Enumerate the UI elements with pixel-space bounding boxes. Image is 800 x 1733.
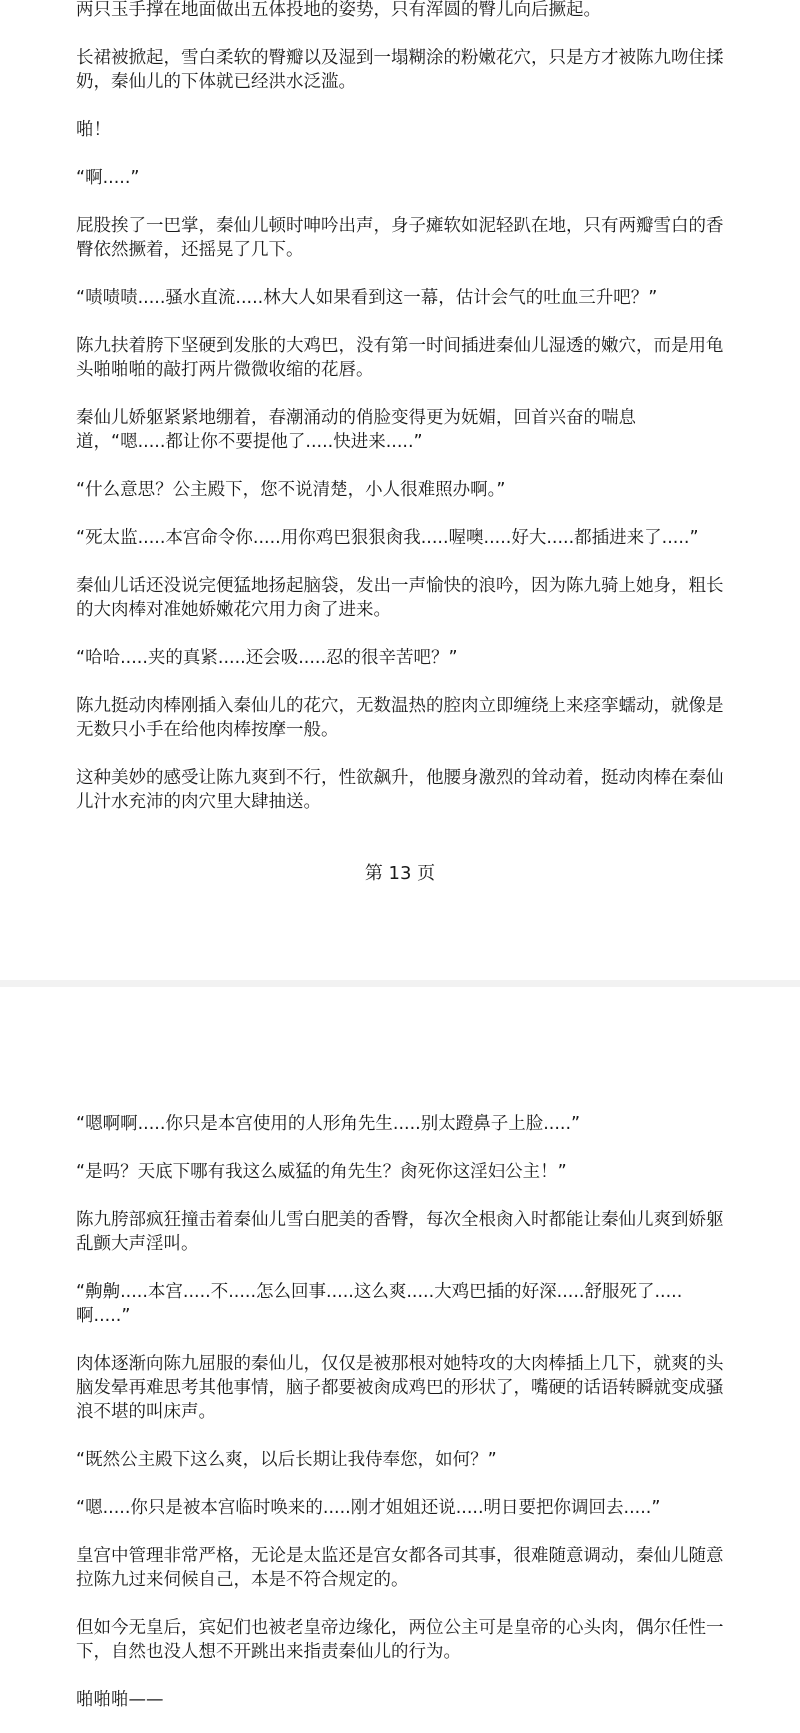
paragraph: “齁齁.....本宫.....不.....怎么回事.....这么爽.....大鸡巴插的好深.....舒服死了.....啊.....” <box>76 1282 683 1326</box>
page-number: 第 13 页 <box>364 863 436 884</box>
paragraph: 秦仙儿娇躯紧紧地绷着，春潮涌动的俏脸变得更为妩媚，回首兴奋的喘息道，“嗯.....都让你不要提他了.....快进来.....” <box>76 408 636 452</box>
paragraph: “啧啧啧.....骚水直流.....林大人如果看到这一幕，估计会气的吐血三升吧？” <box>76 288 658 308</box>
page-separator <box>0 980 800 987</box>
paragraph: 皇宫中管理非常严格，无论是太监还是宫女都各司其事，很难随意调动，秦仙儿随意拉陈九过来伺候自己，本是不符合规定的。 <box>76 1546 724 1590</box>
paragraph: “什么意思？公主殿下，您不说清楚，小人很难照办啊。” <box>76 480 506 500</box>
paragraph: “啊.....” <box>76 168 140 188</box>
paragraph: 这种美妙的感受让陈九爽到不行，性欲飙升，他腰身激烈的耸动着，挺动肉棒在秦仙儿汁水充沛的肉穴里大肆抽送。 <box>76 768 724 812</box>
paragraph: 啪啪啪—— <box>76 1690 164 1710</box>
paragraph: 两只玉手撑在地面做出五体投地的姿势，只有浑圆的臀儿向后撅起。 <box>76 0 601 20</box>
paragraph: “是吗？天底下哪有我这么威猛的角先生？肏死你这淫妇公主！” <box>76 1162 567 1182</box>
paragraph: “嗯啊啊.....你只是本宫使用的人形角先生.....别太蹬鼻子上脸.....” <box>76 1114 581 1134</box>
paragraph: “嗯.....你只是被本宫临时唤来的.....刚才姐姐还说.....明日要把你调回去.....” <box>76 1498 661 1518</box>
paragraph: “哈哈.....夹的真紧.....还会吸.....忍的很辛苦吧？” <box>76 648 458 668</box>
paragraph: “死太监.....本宫命令你.....用你鸡巴狠狠肏我.....喔噢.....好大.....都插进来了.....” <box>76 528 699 548</box>
paragraph: 陈九挺动肉棒刚插入秦仙儿的花穴，无数温热的腔肉立即缠绕上来痉挛蠕动，就像是无数只小手在给他肉棒按摩一般。 <box>76 696 724 740</box>
paragraph: 但如今无皇后，宾妃们也被老皇帝边缘化，两位公主可是皇帝的心头肉，偶尔任性一下，自然也没人想不开跳出来指责秦仙儿的行为。 <box>76 1618 724 1662</box>
page-14-content <box>76 1112 724 1712</box>
paragraph: “既然公主殿下这么爽，以后长期让我侍奉您，如何？” <box>76 1450 497 1470</box>
page-13-content <box>76 0 724 814</box>
paragraph: 屁股挨了一巴掌，秦仙儿顿时呻吟出声，身子瘫软如泥轻趴在地，只有两瓣雪白的香臀依然撅着，还摇晃了几下。 <box>76 216 724 260</box>
page-14 <box>0 987 800 1733</box>
paragraph: 啪！ <box>76 120 111 140</box>
paragraph: 陈九扶着胯下坚硬到发胀的大鸡巴，没有第一时间插进秦仙儿湿透的嫩穴，而是用龟头啪啪啪的敲打两片微微收缩的花唇。 <box>76 336 724 380</box>
paragraph: 秦仙儿话还没说完便猛地扬起脑袋，发出一声愉快的浪吟，因为陈九骑上她身，粗长的大肉棒对准她娇嫩花穴用力肏了进来。 <box>76 576 724 620</box>
paragraph: 陈九胯部疯狂撞击着秦仙儿雪白肥美的香臀，每次全根肏入时都能让秦仙儿爽到娇躯乱颤大声淫叫。 <box>76 1210 724 1254</box>
paragraph: 长裙被掀起，雪白柔软的臀瓣以及湿到一塌糊涂的粉嫩花穴，只是方才被陈九吻住揉奶，秦仙儿的下体就已经洪水泛滥。 <box>76 48 724 92</box>
paragraph: 肉体逐渐向陈九屈服的秦仙儿，仅仅是被那根对她特攻的大肉棒插上几下，就爽的头脑发晕再难思考其他事情，脑子都要被肏成鸡巴的形状了，嘴硬的话语转瞬就变成骚浪不堪的叫床声。 <box>76 1354 724 1422</box>
